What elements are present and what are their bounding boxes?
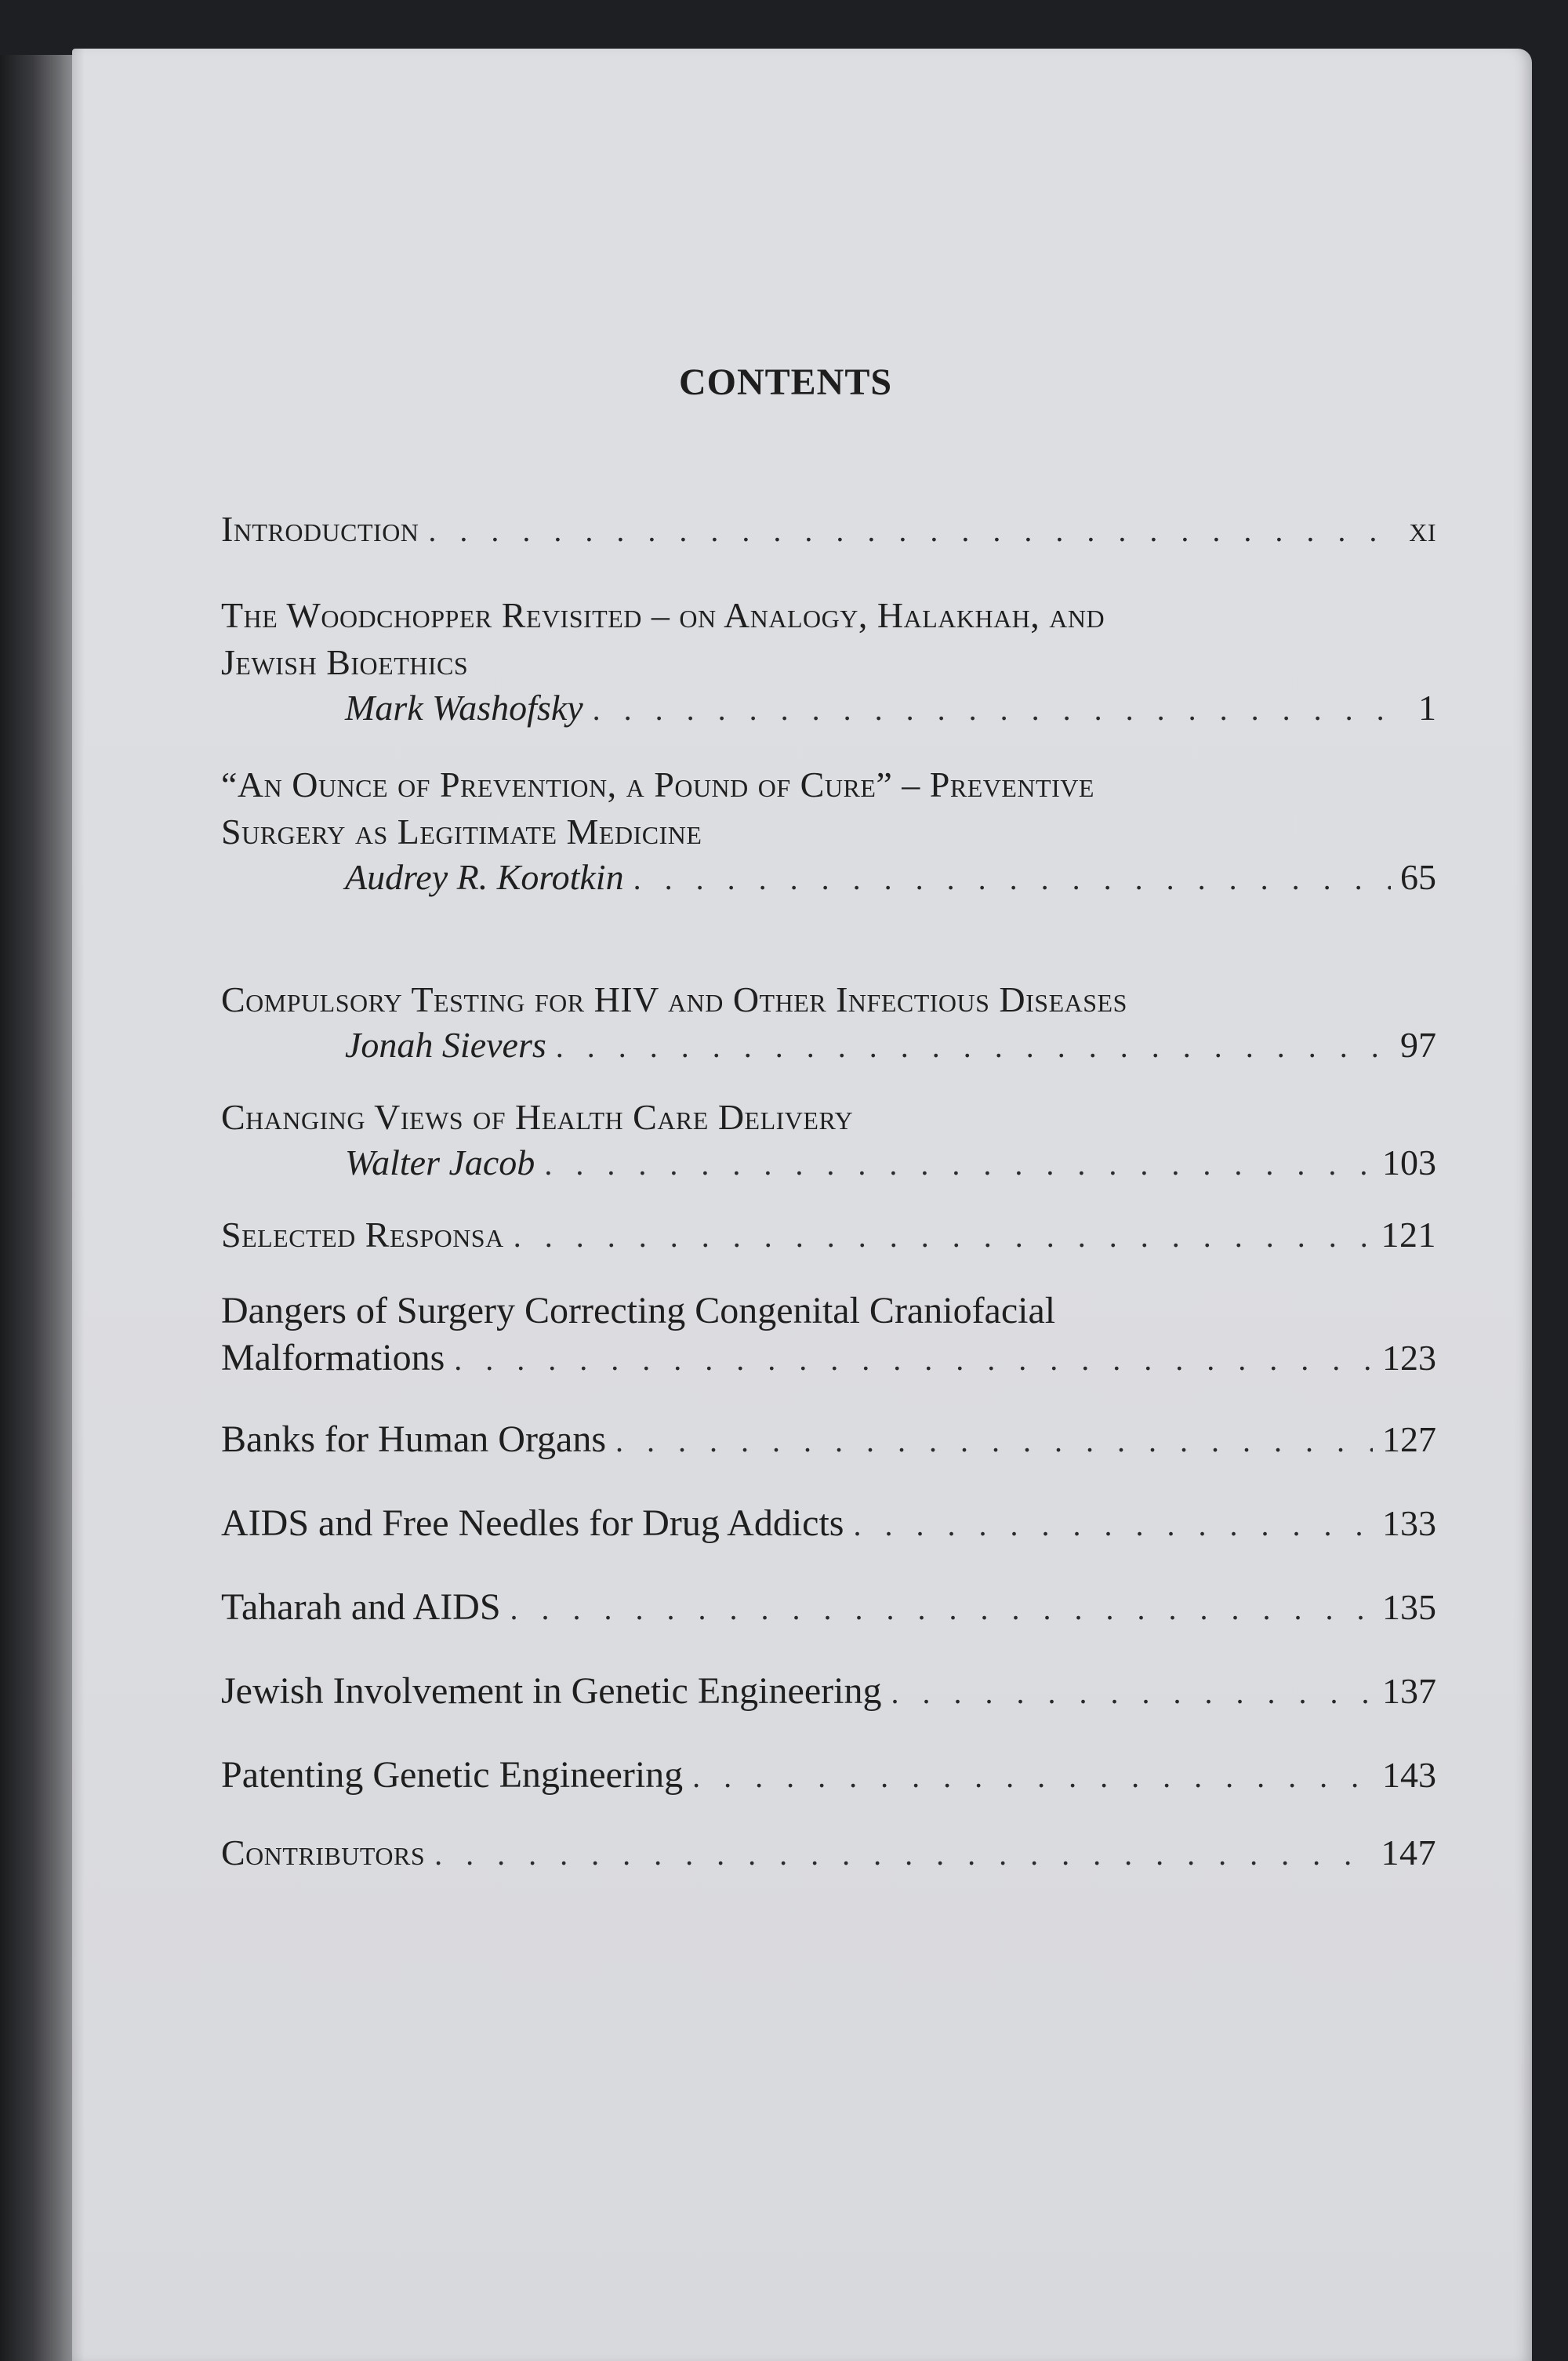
toc-entry-taharah-and-aids[interactable] (221, 1586, 1436, 1629)
toc-page-number: 103 (1382, 1142, 1436, 1182)
dot-leader (454, 1341, 1373, 1378)
dot-leader (428, 512, 1396, 549)
toc-page-number: 65 (1400, 857, 1436, 897)
toc-entry-title: Banks for Human Organs (221, 1418, 607, 1460)
toc-entry-woodchopper[interactable] (221, 594, 1436, 728)
toc-entry-title: Contributors (221, 1832, 426, 1872)
dot-leader (514, 1218, 1372, 1255)
toc-page-number: 137 (1382, 1671, 1436, 1711)
toc-entry-title: Patenting Genetic Engineering (221, 1754, 684, 1796)
toc-entry-title: AIDS and Free Needles for Drug Addicts (221, 1502, 844, 1544)
dot-leader (593, 691, 1396, 728)
toc-page-number: 123 (1382, 1338, 1436, 1378)
toc-page-number: xi (1409, 509, 1436, 549)
toc-entry-patenting-genetic-engineering[interactable] (221, 1753, 1436, 1796)
toc-entry-ounce-of-prevention[interactable] (221, 764, 1436, 898)
toc-entry-banks-for-human-organs[interactable] (221, 1418, 1436, 1461)
toc-page-number: 127 (1382, 1419, 1436, 1459)
toc-entry-introduction[interactable] (221, 508, 1436, 550)
dot-leader (891, 1674, 1373, 1711)
dot-leader (434, 1836, 1371, 1872)
toc-entry-title-line-2: Surgery as Legitimate Medicine (221, 812, 702, 852)
toc-author: Walter Jacob (345, 1142, 535, 1182)
toc-entry-title-line-1: Dangers of Surgery Correcting Congenital Craniofacial (221, 1290, 1056, 1331)
toc-entry-title: Introduction (221, 509, 419, 549)
toc-page-number: 143 (1382, 1755, 1436, 1795)
book-page (72, 49, 1532, 2361)
toc-page-number: 97 (1400, 1025, 1436, 1065)
toc-page-number: 147 (1381, 1832, 1436, 1872)
toc-entry-compulsory-testing[interactable] (221, 979, 1436, 1066)
toc-entry-title-line-2: Malformations (221, 1337, 445, 1378)
toc-author: Mark Washofsky (345, 688, 583, 728)
toc-author: Jonah Sievers (345, 1025, 546, 1065)
toc-entry-title-line-1: “An Ounce of Prevention, a Pound of Cure” – Preventive (221, 765, 1094, 805)
toc-entry-title-line-2: Jewish Bioethics (221, 642, 469, 682)
toc-entry-selected-responsa[interactable] (221, 1214, 1436, 1255)
toc-entry-title: Changing Views of Health Care Delivery (221, 1097, 854, 1137)
toc-entry-changing-views[interactable] (221, 1096, 1436, 1183)
toc-entry-contributors[interactable] (221, 1832, 1436, 1873)
toc-entry-title: Selected Responsa (221, 1215, 504, 1255)
dot-leader (633, 860, 1391, 897)
dot-leader (853, 1506, 1373, 1543)
toc-page-number: 1 (1418, 688, 1436, 728)
dot-leader (544, 1146, 1373, 1182)
toc-page-number: 135 (1382, 1587, 1436, 1627)
toc-entry-aids-free-needles[interactable] (221, 1502, 1436, 1545)
toc-page-number: 121 (1381, 1215, 1436, 1255)
toc-entry-title: Taharah and AIDS (221, 1586, 501, 1628)
toc-entry-title-line-1: The Woodchopper Revisited – on Analogy, Halakhah, and (221, 595, 1105, 635)
toc-entry-dangers-of-surgery[interactable] (221, 1289, 1436, 1379)
toc-page-number: 133 (1382, 1503, 1436, 1543)
dot-leader (556, 1028, 1391, 1065)
dot-leader (510, 1590, 1373, 1627)
dot-leader (615, 1422, 1373, 1459)
toc-entry-title: Compulsory Testing for HIV and Other Infectious Diseases (221, 979, 1127, 1019)
book-spine-edge (0, 55, 72, 2361)
toc-entry-jewish-involvement[interactable] (221, 1669, 1436, 1713)
toc-author: Audrey R. Korotkin (345, 857, 624, 897)
toc-entry-title: Jewish Involvement in Genetic Engineering (221, 1670, 882, 1712)
page-title: CONTENTS (678, 361, 893, 403)
dot-leader (692, 1758, 1373, 1795)
